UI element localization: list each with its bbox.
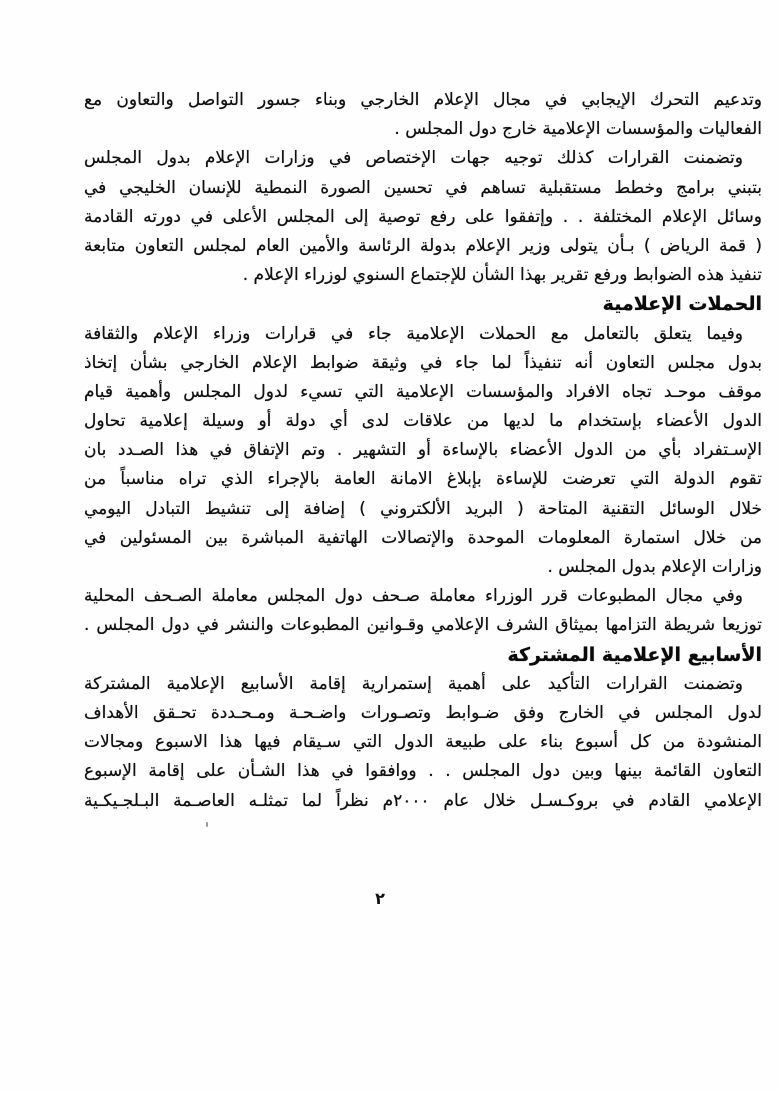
text-line: الإعلامي القادم في بروكـسـل خلال عام ٢٠٠٠م نظراً لما تمثلـه العاصـمة البـلجـيكـية (84, 790, 762, 811)
text-line: موقف موحـد تجاه الافراد والمؤسسات الإعلامية التي تسيء لدول المجلس وأهمية قيام (84, 381, 762, 402)
text-line: وتضمنت القرارات كذلك توجيه جهات الإختصاص في وزارات الإعلام بدول المجلس (84, 148, 743, 169)
text-line: لدول المجلس في الخارج وفق ضـوابط وتصـورات واضـحـة ومـحـددة تحـقق الأهداف (84, 702, 762, 723)
text-line: وسائل الإعلام المختلفة . . وإتفقوا على رفع توصية إلى المجلس الأعلى في دورته القادمة (84, 206, 762, 227)
page-number: ٢ (375, 889, 385, 908)
text-line: الدول الأعضاء بإستخدام ما لديها من علاقات لدى أي دولة أو وسيلة إعلامية تحاول (84, 411, 762, 432)
section-heading: الأسابيع الإعلامية المشتركة (507, 643, 762, 666)
text-line: الفعاليات والمؤسسات الإعلامية خارج دول المجلس . (394, 119, 762, 140)
section-heading: الحملات الإعلامية (602, 293, 762, 316)
text-line: ( قمة الرياض ) بـأن يتولى وزير الإعلام بدولة الرئاسة والأمين العام لمجلس التعاون متابعة (84, 235, 762, 256)
text-line: توزيعا شريطة التزامها بميثاق الشرف الإعلامي وقـوانين المطبوعات والنشر في دول المجلس . (84, 615, 762, 636)
text-line: من خلال استمارة المعلومات الموحدة والإتصالات الهاتفية المباشرة بين المسئولين في (84, 527, 762, 548)
text-line: بدول مجلس التعاون أنه تنفيذاً لما جاء في وثيقة ضوابط الإعلام الخارجي بشأن إتخاذ (84, 352, 762, 373)
text-line: تنفيذ هذه الضوابط ورفع تقرير بهذا الشأن للإجتماع السنوي لوزراء الإعلام . (242, 265, 762, 286)
text-line: وزارات الإعلام بدول المجلس . (547, 557, 762, 577)
text-line: وتدعيم التحرك الإيجابي في مجال الإعلام الخارجي وبناء جسور التواصل والتعاون مع (84, 90, 762, 110)
text-line: التعاون القائمة بينها وبين دول المجلس . . ووافقوا في هذا الشـأن على إقامة الإسبوع (84, 761, 762, 782)
text-line: بتبني برامج وخطط مستقبلية تساهم في تحسين الصورة النمطية للإنسان الخليجي في (84, 177, 762, 198)
text-line: وتضمنت القرارات التأكيد على أهمية إستمرارية إقامة الأسابيع الإعلامية المشتركة (84, 673, 743, 694)
text-line: الإسـتفراد بأي من الدول الأعضاء بالإساءة أو التشهير . وتم الإتفاق في هذا الصـدد بان (84, 440, 762, 461)
page-text (84, 86, 762, 816)
text-line: وفيما يتعلق بالتعامل مع الحملات الإعلامية جاء في قرارات وزراء الإعلام والثقافة (84, 323, 743, 344)
text-line: خلال الوسائل التقنية المتاحة ( البريد الألكتروني ) إضافة إلى تنشيط التبادل اليومي (84, 498, 762, 519)
text-line: تقوم الدولة التي تعرضت للإساءة بإبلاغ الامانة العامة بالإجراء الذي تراه مناسباً من (84, 469, 762, 490)
scan-speck (206, 822, 208, 827)
text-line: المنشودة من كل أسبوع بناء على طبيعة الدول التي سـيقام فيها هذا الاسبوع ومجالات (84, 732, 762, 753)
text-line: وفي مجال المطبوعات قرر الوزراء معاملة صـحف دول المجلس معاملة الصـحف المحلية (84, 586, 743, 607)
